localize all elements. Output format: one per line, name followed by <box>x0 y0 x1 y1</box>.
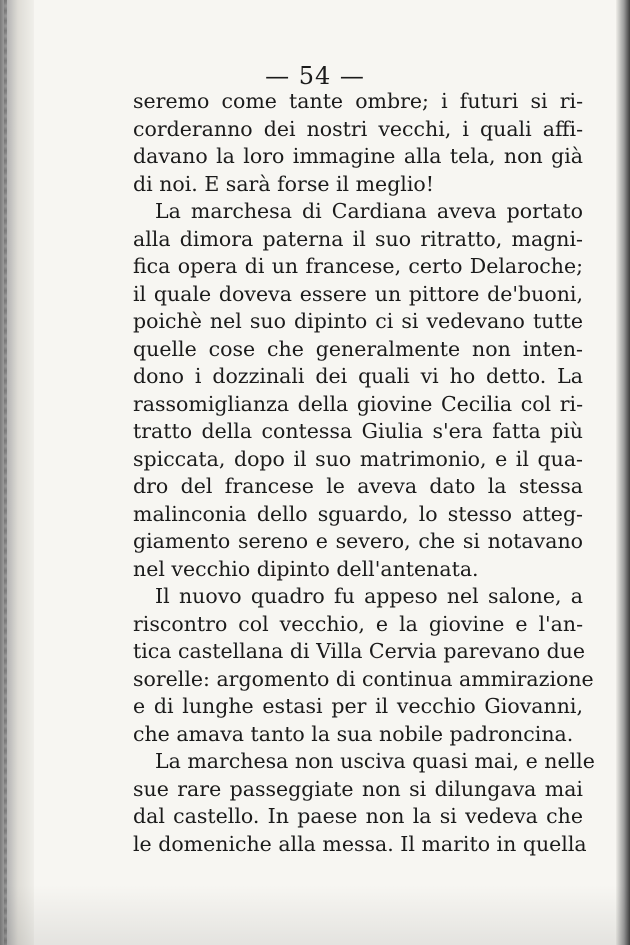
text-line: il quale doveva essere un pittore de'buoni, <box>133 281 583 306</box>
text-line: che amava tanto la sua nobile padroncina. <box>133 721 574 746</box>
text-line: giamento sereno e severo, che si notavano <box>133 529 583 553</box>
page-right-edge <box>616 0 630 945</box>
text-line: La marchesa di Cardiana aveva portato <box>155 199 583 223</box>
text-line: quelle cose che generalmente non inten- <box>133 336 583 361</box>
text-line: poichè nel suo dipinto ci si vedevano tutte <box>133 309 583 333</box>
text-line: spiccata, dopo il suo matrimonio, e il qua- <box>133 446 583 471</box>
text-line: dono i dozzinali dei quali vi ho detto. La <box>133 364 583 388</box>
text-line: tratto della contessa Giulia s'era fatta più <box>133 419 583 443</box>
text-line: seremo come tante ombre; i futuri si ri- <box>133 89 583 113</box>
text-line: dro del francese le aveva dato la stessa <box>133 474 583 498</box>
text-line: La marchesa non usciva quasi mai, e nelle <box>155 749 595 773</box>
page-body-text <box>133 88 595 858</box>
text-line: Il nuovo quadro fu appeso nel salone, a <box>155 584 583 608</box>
text-line: alla dimora paterna il suo ritratto, magni- <box>133 226 583 251</box>
text-line: nel vecchio dipinto dell'antenata. <box>133 556 479 581</box>
text-line: sue rare passeggiate non si dilungava mai <box>133 776 583 801</box>
text-line: le domeniche alla messa. Il marito in quella <box>133 831 587 856</box>
page-bottom-shadow <box>0 885 630 945</box>
text-line: davano la loro immagine alla tela, non già <box>133 144 583 168</box>
text-line: rassomiglianza della giovine Cecilia col ri- <box>133 391 583 416</box>
text-line: tica castellana di Villa Cervia parevano due <box>133 639 586 663</box>
text-line: corderanno dei nostri vecchi, i quali affi- <box>133 116 583 141</box>
text-line: sorelle: argomento di continua ammirazione <box>133 666 594 691</box>
page-number: — 54 — <box>265 62 365 90</box>
text-line: riscontro col vecchio, e la giovine e l'an- <box>133 611 583 636</box>
text-line: fica opera di un francese, certo Delaroche; <box>133 254 583 278</box>
text-line: e di lunghe estasi per il vecchio Giovanni, <box>133 694 583 718</box>
text-line: di noi. E sarà forse il meglio! <box>133 171 435 196</box>
text-line: malinconia dello sguardo, lo stesso atteg- <box>133 501 583 526</box>
page-binding-edge <box>0 0 34 945</box>
text-line: dal castello. In paese non la si vedeva che <box>133 804 583 828</box>
